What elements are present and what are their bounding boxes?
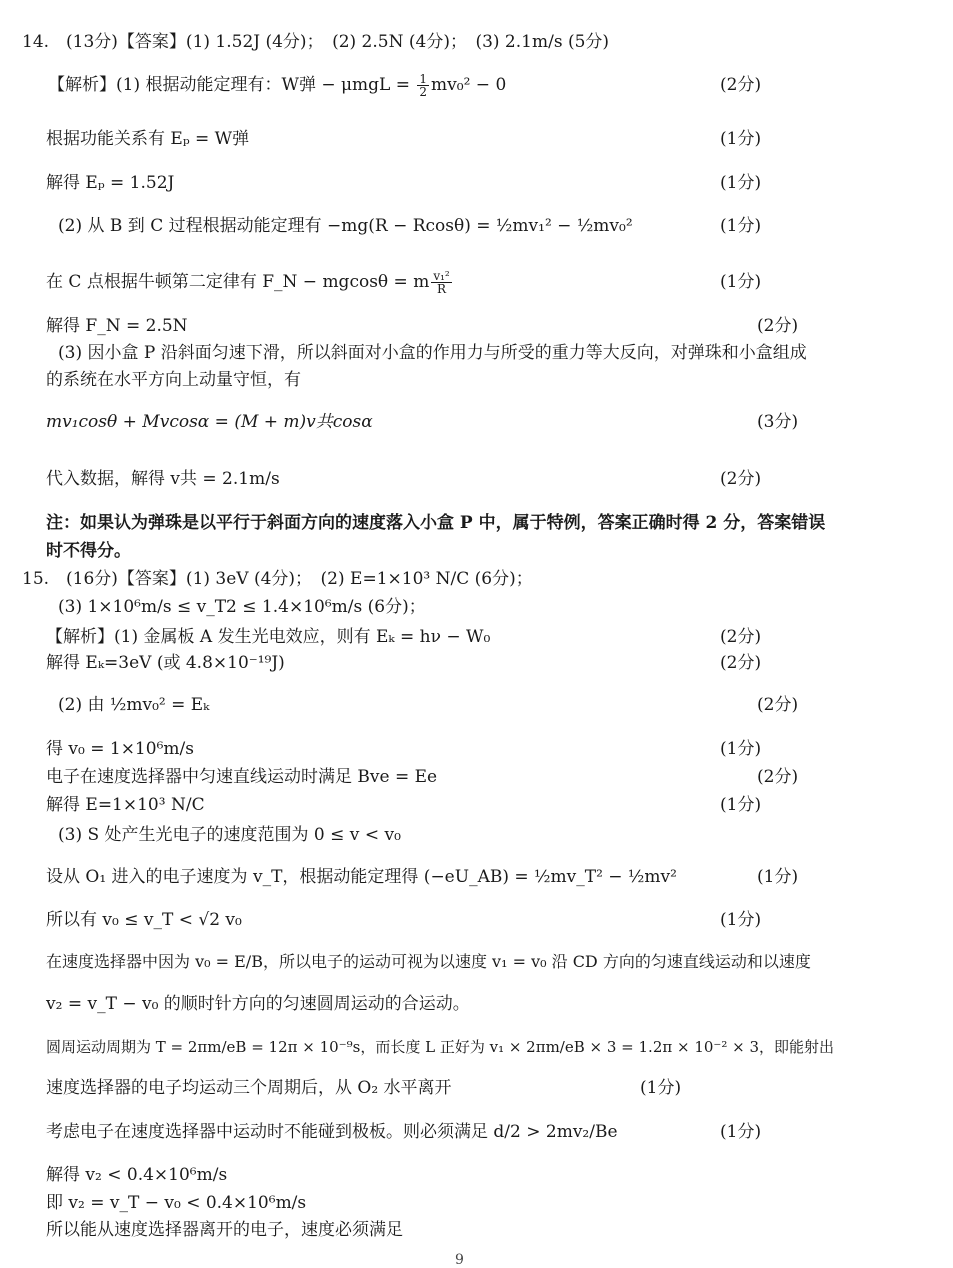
q15-line-2 <box>0 648 953 678</box>
q14-line-9 <box>0 407 953 437</box>
q14-l1-tail: mv₀² − 0 <box>431 75 507 95</box>
score: (1分) <box>720 739 762 759</box>
score: (2分) <box>757 316 799 336</box>
q15-a8-text: 设从 O₁ 进入的电子速度为 v_T，根据动能定理得 (−eU_AB) = ½mv_T² − ½mv² <box>46 867 677 887</box>
q14-l4-text: (2) 从 B 到 C 过程根据动能定理有 −mg(R − Rcosθ) = ½mv₁² − ½mv₀² <box>58 216 633 236</box>
q15-a10-text: 在速度选择器中因为 v₀ = E/B，所以电子的运动可视为以速度 v₁ = v₀ 沿 CD 方向的匀速直线运动和以速度 <box>46 952 811 971</box>
q14-l1-text: 【解析】(1) 根据动能定理有：W弹 − μmgL = <box>48 75 416 95</box>
q14-line-1 <box>0 70 953 100</box>
q14-header-line <box>0 27 953 57</box>
q15-header-line <box>0 564 953 594</box>
q15-a2-text: 解得 Eₖ=3eV (或 4.8×10⁻¹⁹J) <box>46 653 285 673</box>
q15-a3-text: (2) 由 ½mv₀² = Eₖ <box>58 695 210 715</box>
score: (2分) <box>720 469 762 489</box>
score: (1分) <box>720 173 762 193</box>
q15-a15-text: 解得 v₂ < 0.4×10⁶m/s <box>46 1165 228 1185</box>
q15-a11-text: v₂ = v_T − v₀ 的顺时针方向的匀速圆周运动的合运动。 <box>46 994 470 1014</box>
q14-l2-text: 根据功能关系有 Eₚ = W弹 <box>46 129 250 149</box>
q15-line-13 <box>0 1073 953 1103</box>
v-squared-over-r-fraction: $\frac{\text{v₁²}}{R}$ <box>433 269 450 296</box>
score: (1分) <box>720 216 762 236</box>
q15-header-2: (3) 1×10⁶m/s ≤ v_T2 ≤ 1.4×10⁶m/s (6分)； <box>58 597 426 617</box>
score: (2分) <box>757 695 799 715</box>
half-fraction: $\frac{1}{2}$ <box>419 72 428 99</box>
q14-l6-text: 解得 F_N = 2.5N <box>46 316 188 336</box>
score: (2分) <box>720 653 762 673</box>
q15-a5-text: 电子在速度选择器中匀速直线运动时满足 Bve = Ee <box>46 767 438 787</box>
q14-note-line-1 <box>0 508 953 538</box>
q14-header: 14. (13分)【答案】(1) 1.52J (4分)； (2) 2.5N (4分)； (3) 2.1m/s (5分) <box>22 32 610 52</box>
score: (2分) <box>757 767 799 787</box>
q15-a1-text: 【解析】(1) 金属板 A 发生光电效应，则有 Eₖ = hν − W₀ <box>46 627 491 647</box>
q15-line-4 <box>0 734 953 764</box>
q15-line-7 <box>0 820 953 850</box>
q15-line-3 <box>0 690 953 720</box>
page-number: 9 <box>455 1252 464 1268</box>
score: (1分) <box>720 272 762 292</box>
q15-line-6 <box>0 790 953 820</box>
score: (1分) <box>720 910 762 930</box>
q14-note-1: 注：如果认为弹珠是以平行于斜面方向的速度落入小盒 P 中，属于特例，答案正确时得 2 分，答案错误 <box>46 513 826 533</box>
q15-line-14 <box>0 1117 953 1147</box>
score: (1分) <box>720 129 762 149</box>
score: (1分) <box>720 1122 762 1142</box>
score: (1分) <box>720 795 762 815</box>
q14-l3-text: 解得 Eₚ = 1.52J <box>46 173 175 193</box>
q15-a12-text: 圆周运动周期为 T = 2πm/eB = 12π × 10⁻⁹s，而长度 L 正好为 v₁ × 2πm/eB × 3 = 1.2π × 10⁻² × 3，即能射出 <box>46 1038 835 1056</box>
q15-line-12 <box>0 1032 953 1062</box>
q15-a13-text: 速度选择器的电子均运动三个周期后，从 O₂ 水平离开 <box>46 1078 452 1098</box>
q14-line-10 <box>0 464 953 494</box>
q15-header: 15. (16分)【答案】(1) 3eV (4分)； (2) E=1×10³ N/C (6分)； <box>22 569 533 589</box>
q14-l5-text: 在 C 点根据牛顿第二定律有 F_N − mgcosθ = m <box>46 272 430 292</box>
score: (3分) <box>757 412 799 432</box>
q15-line-17 <box>0 1215 953 1245</box>
q15-line-15 <box>0 1160 953 1190</box>
q15-line-16 <box>0 1188 953 1218</box>
q15-a7-text: (3) S 处产生光电子的速度范围为 0 ≤ v < v₀ <box>58 825 401 845</box>
q15-line-11 <box>0 989 953 1019</box>
q15-line-10 <box>0 947 953 977</box>
q14-line-4 <box>0 211 953 241</box>
score: (1分) <box>640 1078 682 1098</box>
q15-line-5 <box>0 762 953 792</box>
q15-line-9 <box>0 905 953 935</box>
q15-a14-text: 考虑电子在速度选择器中运动时不能碰到极板。则必须满足 d/2 > 2mv₂/Be <box>46 1122 618 1142</box>
q14-line-2 <box>0 124 953 154</box>
q15-a16-text: 即 v₂ = v_T − v₀ < 0.4×10⁶m/s <box>46 1193 307 1213</box>
score: (2分) <box>720 75 762 95</box>
q15-a6-text: 解得 E=1×10³ N/C <box>46 795 205 815</box>
q14-line-7 <box>0 338 953 368</box>
q14-line-3 <box>0 168 953 198</box>
q14-l10-text: 代入数据，解得 v共 = 2.1m/s <box>46 469 280 489</box>
q14-l9-text: mv₁cosθ + Mvcosα = (M + m)v共cosα <box>46 412 373 432</box>
q14-line-8 <box>0 365 953 395</box>
q15-a17-text: 所以能从速度选择器离开的电子，速度必须满足 <box>46 1220 403 1240</box>
q15-header-line-2 <box>0 592 953 622</box>
q14-l7-text: (3) 因小盒 P 沿斜面匀速下滑，所以斜面对小盒的作用力与所受的重力等大反向，对弹珠和小盒组成 <box>58 343 807 363</box>
q14-l8-text: 的系统在水平方向上动量守恒，有 <box>46 370 301 390</box>
q15-a9-text: 所以有 v₀ ≤ v_T < √2 v₀ <box>46 910 242 930</box>
score: (2分) <box>720 627 762 647</box>
score: (1分) <box>757 867 799 887</box>
q15-a4-text: 得 v₀ = 1×10⁶m/s <box>46 739 194 759</box>
q14-line-5 <box>0 267 953 297</box>
q15-line-8 <box>0 862 953 892</box>
q14-line-6 <box>0 311 953 341</box>
q14-note-line-2 <box>0 536 953 566</box>
q14-note-2: 时不得分。 <box>46 541 131 561</box>
